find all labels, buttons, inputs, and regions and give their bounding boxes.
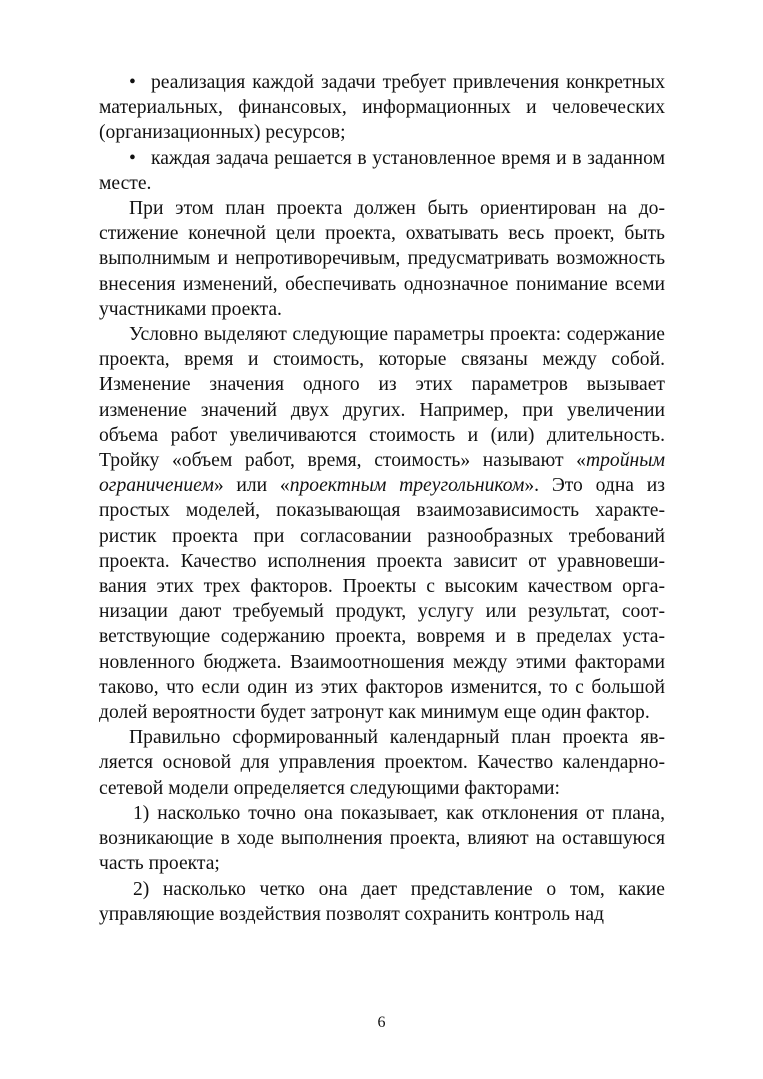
body-paragraph-parameters [99,322,665,725]
bullet-marker: • [129,72,136,93]
emphasis-triple-constraint: тройным ограничением [99,450,665,497]
body-paragraph-plan: При этом план проекта должен быть ориентирован на достижение конечной цели проекта, охватывать весь проект, быть выполнимым и непротиворечивым, предусматривать возможность внесения изменений, обеспечивать однозначное понимание всеми участниками проекта. [99,198,665,320]
bullet-text: реализация каждой задачи требует привлечения конкретных материальных, финансовых, информационных и человеческих (организационных) ресурсов; [99,72,665,144]
emphasis-project-triangle: проектным треугольником [289,475,525,497]
text-segment: ». Это одна из простых моделей, показывающая взаимозависимость характеристик проекта при согласовании разнообразных требований проекта. Качество исполнения проекта зависит от уравновешивания этих трех факторов. Проекты с высоким качеством организации дают требуемый продукт, услугу или результат, соответствующие содержанию проекта, вовремя и в пределах установленного бюджета. Взаимоотношения между этими факторами таково, что если один из этих факторов изменится, то с большой долей вероятности будет затронут как минимум еще один фактор. [99,475,665,724]
numbered-item-2: 2) насколько четко она дает представление о том, какие управляющие воздействия позволят сохранить контроль над [99,878,665,925]
bullet-paragraph-1 [99,70,665,146]
text-segment: » или « [213,475,290,497]
numbered-item-1: 1) насколько точно она показывает, как отклонения от плана, возникающие в ходе выполнения проекта, влияют на оставшуюся часть проекта; [99,802,665,875]
body-paragraph-calendar-plan: Правильно сформированный календарный план проекта является основой для управления проектом. Качество календарно-сетевой модели определяется следующими факторами: [99,727,665,799]
text-segment: Условно выделяют следующие параметры проекта: содержание проекта, время и стоимость, которые связаны между собой. Изменение значения одного из этих параметров вызывает изменение значений двух других. Например, при увеличении объема работ увеличиваются стоимость и (или) длительность. Тройку «объем работ, время, стоимость» называют « [99,324,665,472]
page-number: 6 [377,1014,386,1031]
bullet-text: каждая задача решается в установленное время и в заданном месте. [99,147,665,194]
bullet-paragraph-2 [99,146,665,196]
bullet-marker: • [129,147,136,169]
document-page [99,70,665,927]
